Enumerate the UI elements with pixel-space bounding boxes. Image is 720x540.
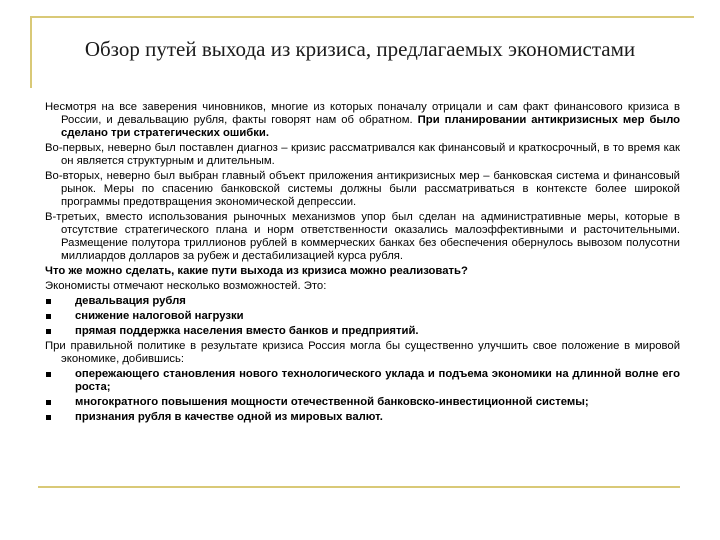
outcome-text: опережающего становления нового технологического уклада и подъема экономики на длинной волне его роста; [75,368,680,393]
left-divider [30,16,32,88]
option-item [45,325,680,338]
paragraph-intro-text: Несмотря на все заверения чиновников, многие из которых поначалу отрицали и сам факт финансового кризиса в России, и девальвацию рубля, факты говорят нам об обратном. [45,101,680,126]
top-divider [30,16,694,18]
paragraph-first-error: Во-первых, неверно был поставлен диагноз – кризис рассматривался как финансовый и краткосрочный, в то время как он является структурным и длительным. [45,142,680,167]
option-item [45,310,680,323]
bottom-divider [38,486,680,488]
option-item [45,295,680,308]
outcome-item [45,411,680,424]
slide-body [45,101,680,426]
option-text: прямая поддержка населения вместо банков и предприятий. [75,325,419,337]
square-bullet-icon [46,299,51,304]
outcome-text: многократного повышения мощности отечественной банковско-инвестиционной системы; [75,396,589,408]
economists-note: Экономисты отмечают несколько возможностей. Это: [45,280,327,292]
square-bullet-icon [46,372,51,377]
paragraph-intro [45,101,680,140]
paragraph-second-error: Во-вторых, неверно был выбран главный объект приложения антикризисных мер – банковская система и финансовый рынок. Меры по спасению банковской системы должны были рассматриваться в контексте более широкой программы предотвращения экономической депрессии. [45,170,680,208]
option-text: девальвация рубля [75,295,186,307]
square-bullet-icon [46,400,51,405]
outcome-item [45,396,680,409]
option-text: снижение налоговой нагрузки [75,310,244,322]
policy-paragraph: При правильной политике в результате кризиса Россия могла бы существенно улучшить свое положение в мировой экономике, добившись: [45,340,680,365]
question-line: Что же можно сделать, какие пути выхода из кризиса можно реализовать? [45,265,468,277]
square-bullet-icon [46,415,51,420]
outcome-item [45,368,680,394]
outcome-text: признания рубля в качестве одной из мировых валют. [75,411,383,423]
paragraph-intro-bold: При планировании антикризисных мер было сделано три стратегических ошибки. [61,114,681,139]
slide-title: Обзор путей выхода из кризиса, предлагаемых экономистами [84,37,636,61]
square-bullet-icon [46,329,51,334]
paragraph-third-error: В-третьих, вместо использования рыночных механизмов упор был сделан на административные меры, которые в отсутствие стратегического плана и норм ответственности оказались малоэффективными и расточительными. Размещение полутора триллионов рублей в коммерческих банках без обеспечения обернулось вывозом полусотни миллиардов долларов за рубеж и дестабилизацией курса рубля. [45,211,680,262]
square-bullet-icon [46,314,51,319]
